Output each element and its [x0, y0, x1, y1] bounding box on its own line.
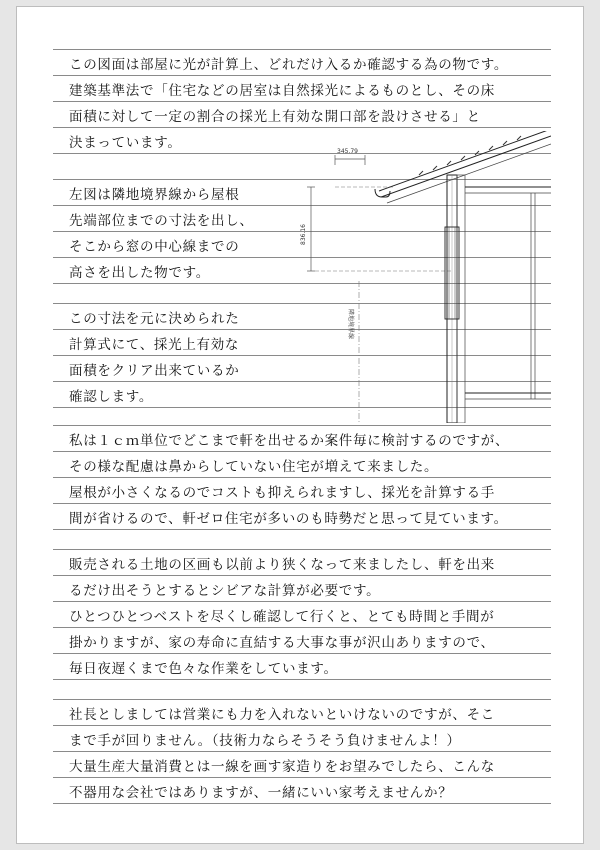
- dimension-vertical-label: 836.16: [300, 224, 307, 245]
- ruled-line: [53, 477, 551, 478]
- ruled-line: [53, 49, 551, 50]
- text-line: 確認します。: [69, 389, 154, 405]
- text-line: この寸法を元に決められた: [69, 311, 240, 327]
- ruled-line: [53, 127, 551, 128]
- text-line: 建築基準法で「住宅などの居室は自然採光によるものとし、その床: [69, 83, 495, 99]
- eave-section-drawing: [269, 131, 551, 423]
- ruled-line: [53, 75, 551, 76]
- ruled-line: [53, 549, 551, 550]
- text-line: 左図は隣地境界線から屋根: [69, 187, 240, 203]
- boundary-line-label: 隣地境界線: [347, 309, 354, 340]
- text-line: 面積に対して一定の割合の採光上有効な開口部を設けさせる」と: [69, 109, 481, 125]
- text-line: 掛かりますが、家の寿命に直結する大事な事が沢山ありますので、: [69, 635, 495, 651]
- text-line: この図面は部屋に光が計算上、どれだけ入るか確認する為の物です。: [69, 57, 509, 73]
- text-line: 先端部位までの寸法を出し、: [69, 213, 254, 229]
- text-line: 毎日夜遅くまで色々な作業をしています。: [69, 661, 338, 677]
- ruled-line: [53, 803, 551, 804]
- ruled-line: [53, 529, 551, 530]
- text-line: 販売される土地の区画も以前より狭くなって来ましたし、軒を出来: [69, 557, 495, 573]
- ruled-line: [53, 777, 551, 778]
- text-line: 間が省けるので、軒ゼロ住宅が多いのも時勢だと思って見ています。: [69, 511, 508, 527]
- ruled-line: [53, 751, 551, 752]
- text-line: 高さを出した物です。: [69, 265, 210, 281]
- dimension-horizontal-label: 345.79: [337, 148, 358, 155]
- text-line: 社長としましては営業にも力を入れないといけないのですが、そこ: [69, 707, 495, 723]
- roof-tiles: [419, 136, 521, 175]
- ruled-line: [53, 575, 551, 576]
- ruled-line: [53, 425, 551, 426]
- ruled-line: [53, 101, 551, 102]
- text-line: 私は１ｃｍ単位でどこまで軒を出せるか案件毎に検討するのですが、: [69, 433, 510, 449]
- text-line: 計算式にて、採光上有効な: [69, 337, 240, 353]
- roof-line: [387, 144, 551, 203]
- ruled-line: [53, 653, 551, 654]
- text-line: 決まっています。: [69, 135, 182, 151]
- roof-line: [381, 136, 551, 197]
- text-line: るだけ出そうとするとシビアな計算が必要です。: [69, 583, 381, 599]
- text-line: 不器用な会社ではありますが、一緒にいい家考えませんか？: [69, 785, 453, 801]
- ruled-line: [53, 627, 551, 628]
- wall-layer: [457, 175, 465, 423]
- text-line: そこから窓の中心線までの: [69, 239, 240, 255]
- ruled-line: [53, 725, 551, 726]
- document-page: [16, 6, 584, 844]
- text-line: 屋根が小さくなるのでコストも抑えられますし、採光を計算する手: [69, 485, 495, 501]
- ruled-line: [53, 601, 551, 602]
- text-line: その様な配慮は鼻からしていない住宅が増えて来ました。: [69, 459, 439, 475]
- ruled-line: [53, 699, 551, 700]
- text-line: 面積をクリア出来ているか: [69, 363, 240, 379]
- text-line: 大量生産大量消費とは一線を画す家造りをお望みでしたら、こんな: [69, 759, 495, 775]
- ruled-line: [53, 679, 551, 680]
- text-line: ひとつひとつベストを尽くし確認して行くと、とても時間と手間が: [69, 609, 495, 625]
- ruled-line: [53, 503, 551, 504]
- ruled-line: [53, 451, 551, 452]
- text-line: まで手が回りません。（技術力ならそうそう負けませんよ！）: [69, 733, 461, 749]
